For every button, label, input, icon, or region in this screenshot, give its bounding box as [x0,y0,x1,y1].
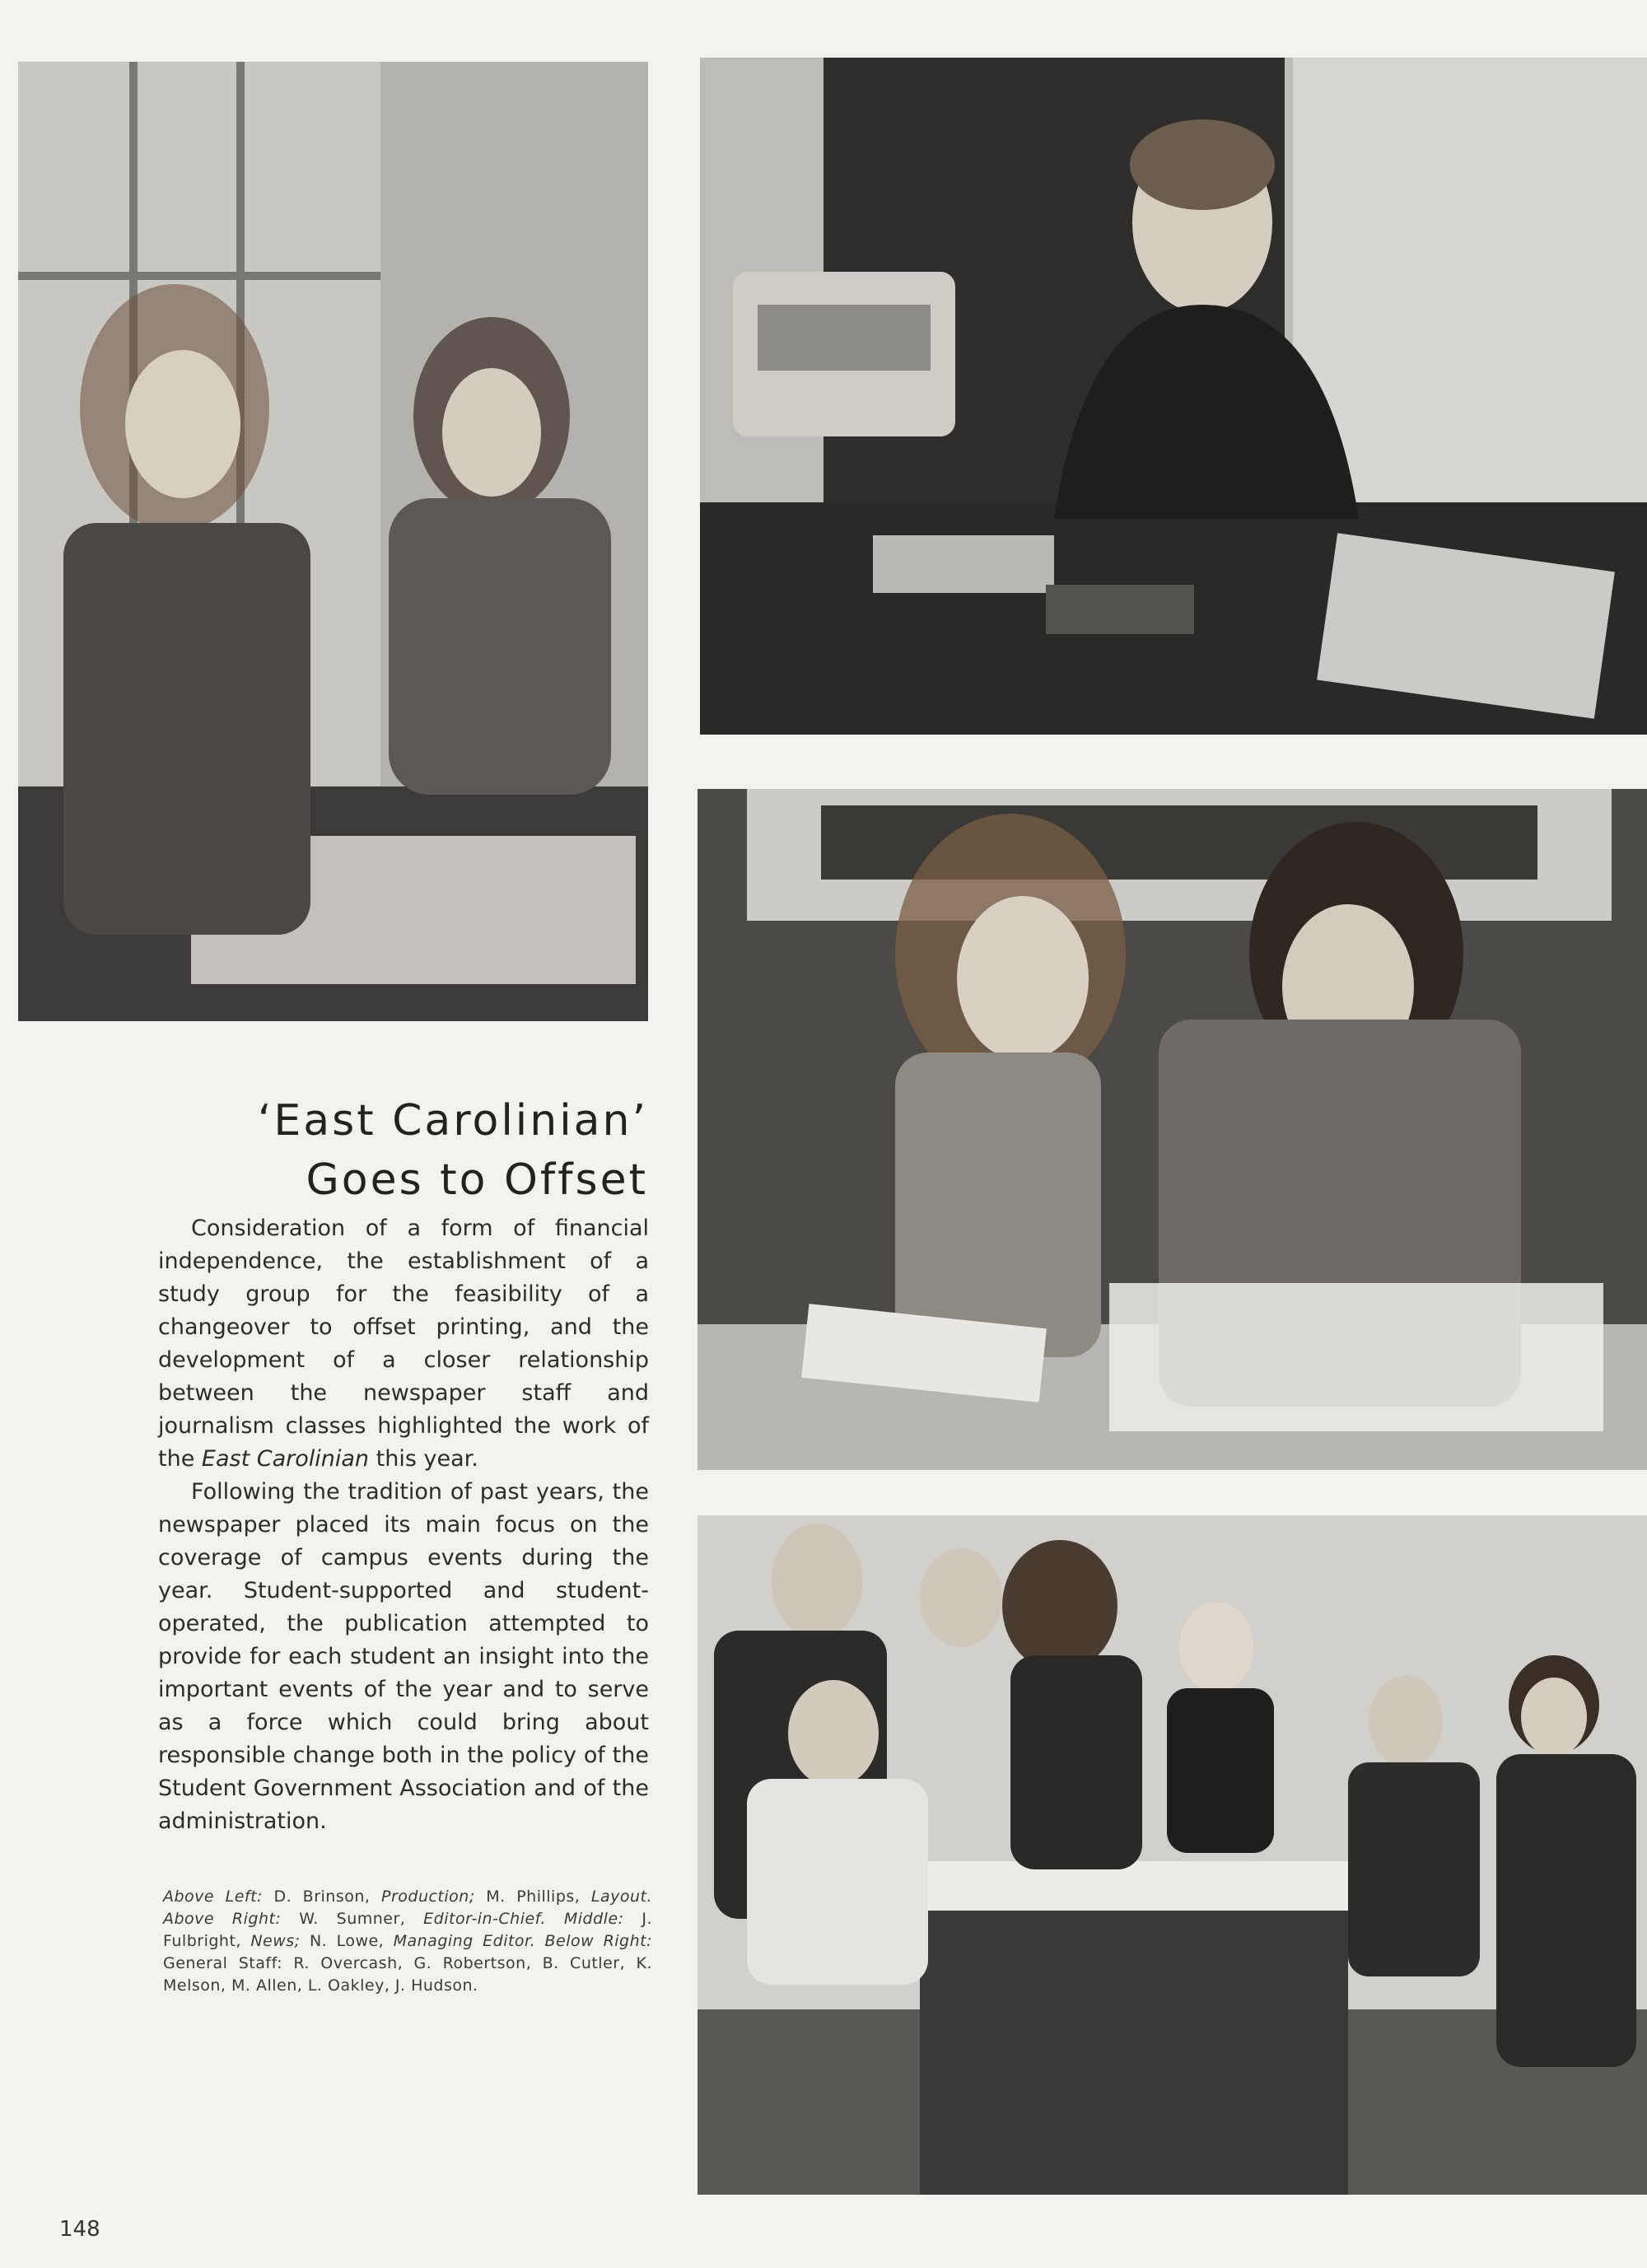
photo-middle [698,789,1647,1470]
article-paragraph-2: Following the tradition of past years, the newspaper placed its main focus on the coverage of campus events during the year. Student-supported and student-operated, the publication attempted to provide for each student an insight into the important events of the year and to serve as a force which could bring about responsible change both in the policy of the Student Government Association and of the administration. [158,1479,649,1834]
paragraph-1-end: this year. [369,1446,478,1472]
caption-role: News; [250,1932,301,1950]
photo-above-left [18,62,648,1021]
caption-text: W. Sumner, [281,1910,424,1928]
caption-role: Production; [380,1888,475,1906]
caption-role: Layout. [590,1888,652,1906]
page-number: 148 [59,2217,100,2242]
article-title-line1: ‘East Carolinian’ [257,1095,648,1146]
article-title-line2: Goes to Offset [306,1155,648,1205]
article-body [158,1212,649,1838]
photo-below-right [698,1515,1647,2195]
caption-label-middle: Middle: [546,1910,624,1928]
photo-above-right [700,58,1647,735]
article-title [72,1091,648,1210]
article-paragraph-1 [158,1212,649,1476]
caption-text: M. Phillips, [474,1888,591,1906]
caption-text: D. Brinson, [262,1888,381,1906]
caption-text: General Staff: R. Overcash, G. Robertson, B. Cutler, K. Melson, M. Allen, L. Oakley, J. Hudson. [163,1954,652,1995]
caption-label-above-left: Above Left: [163,1888,263,1906]
caption-text: N. Lowe, [300,1932,394,1950]
caption-text: J. Fulbright, [163,1910,653,1950]
paragraph-1-text: Consideration of a form of financial independence, the establishment of a study group for the feasibility of a changeover to offset printing, and the development of a closer relationship between the newspaper staff and journalism classes highlighted the work of the [158,1216,649,1472]
caption-label-above-right: Above Right: [163,1910,282,1928]
caption-label-below-right: Below Right: [535,1932,652,1950]
caption-role: Editor-in-Chief. [423,1910,547,1928]
photo-caption [163,1886,652,1997]
newspaper-name: East Carolinian [201,1446,370,1472]
caption-role: Managing Editor. [393,1932,536,1950]
